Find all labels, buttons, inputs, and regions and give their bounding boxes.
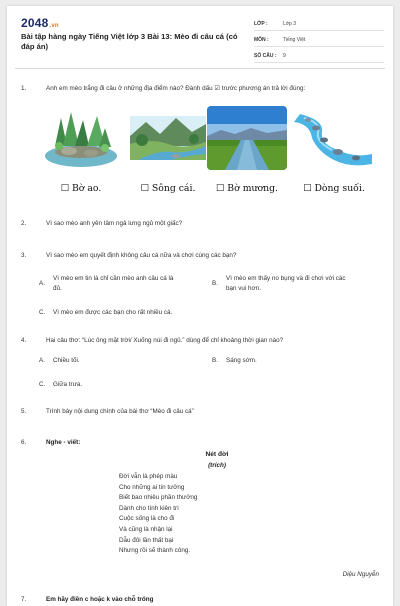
meta-key: MÔN : bbox=[254, 36, 269, 43]
option-text: đủ. bbox=[53, 285, 62, 292]
poem-line: Cho những ai tin tưởng bbox=[119, 483, 185, 491]
option-checkbox-label[interactable]: ☐ Sông cái. bbox=[140, 183, 196, 194]
poem-line: Dẫu đôi lần thất bại bbox=[119, 536, 174, 544]
question-number: 5. bbox=[21, 408, 27, 415]
poem-line: Biết bao nhiêu phần thưởng bbox=[119, 494, 198, 502]
question-number: 1. bbox=[21, 85, 27, 92]
answer-option-b[interactable] bbox=[212, 356, 332, 368]
question-text: Anh em mèo trắng đi câu ở những địa điểm nào? Đánh dấu ☑ trước phương án trả lời đúng: bbox=[46, 85, 306, 92]
option-text: Giữa trưa. bbox=[53, 381, 83, 388]
answer-option-a[interactable] bbox=[39, 356, 159, 368]
option-text: Sáng sớm. bbox=[226, 357, 257, 364]
poem-subtitle: (trích) bbox=[208, 462, 226, 469]
meta-value: Tiếng Việt bbox=[283, 36, 306, 43]
stream-rocks-illustration bbox=[294, 106, 374, 170]
meta-key: SỐ CÂU : bbox=[254, 52, 277, 59]
option-letter: B. bbox=[212, 357, 218, 364]
brand-logo[interactable] bbox=[21, 16, 59, 30]
answer-option-c[interactable] bbox=[39, 308, 239, 320]
question-text: Trình bày nội dung chính của bài thơ “Mèo đi câu cá” bbox=[46, 408, 194, 415]
option-text: Chiều tối. bbox=[53, 357, 80, 364]
question-text: Vì sao mèo anh yên tâm ngả lưng ngủ một giấc? bbox=[46, 220, 183, 227]
option-text: Vì mèo em được các bạn cho rất nhiều cá. bbox=[53, 309, 173, 316]
question-number: 7. bbox=[21, 596, 27, 603]
option-checkbox-label[interactable]: ☐ Bờ mương. bbox=[216, 183, 278, 194]
poem-body bbox=[119, 472, 329, 557]
option-text: Vì mèo em tin là chỉ cần mèo anh câu cá là bbox=[53, 275, 174, 282]
option-letter: A. bbox=[39, 357, 45, 364]
option-letter: C. bbox=[39, 381, 46, 388]
option-text: Vì mèo em thấy no bụng và đi chơi với các bbox=[226, 275, 346, 282]
meta-value: 9 bbox=[283, 52, 286, 59]
question-number: 4. bbox=[21, 337, 27, 344]
brand-name: 2048 bbox=[21, 16, 49, 30]
question-text: Hai câu thơ: “Lúc ông mặt trời/ Xuống núi đi ngủ.” dùng để chỉ khoảng thời gian nào? bbox=[46, 337, 284, 344]
brand-suffix: .vn bbox=[49, 23, 59, 29]
option-letter: C. bbox=[39, 309, 46, 316]
option-letter: A. bbox=[39, 280, 45, 287]
meta-row-subject bbox=[254, 33, 384, 47]
poem-title: Nét đời bbox=[205, 451, 229, 458]
poem-line: Nhưng rồi sẽ thành công. bbox=[119, 547, 191, 555]
pond-island-illustration bbox=[41, 106, 121, 170]
document-title: Bài tập hàng ngày Tiếng Việt lớp 3 Bài 13: Mèo đi câu cá (có đáp án) bbox=[21, 32, 238, 51]
river-landscape-illustration bbox=[128, 106, 208, 170]
meta-row-question-count bbox=[254, 49, 384, 63]
poem-author: Diệu Nguyễn bbox=[342, 571, 379, 578]
worksheet-page bbox=[7, 6, 393, 606]
option-letter: B. bbox=[212, 280, 218, 287]
poem-line: Dành cho tính kiên trì bbox=[119, 504, 179, 512]
answer-option-c[interactable] bbox=[39, 380, 159, 392]
field-canal-photo bbox=[207, 106, 287, 170]
option-text: bạn vui hơn. bbox=[226, 285, 261, 292]
meta-value: Lớp 3 bbox=[283, 20, 297, 27]
poem-line: Cuộc sống là cho đi bbox=[119, 515, 175, 523]
poem-line: Đời vẫn là phép màu bbox=[119, 473, 178, 480]
answer-option-b[interactable] bbox=[212, 274, 387, 296]
meta-key: LỚP : bbox=[254, 20, 268, 27]
question-number: 6. bbox=[21, 439, 27, 446]
header-divider bbox=[15, 68, 385, 69]
answer-option-a[interactable] bbox=[39, 274, 209, 296]
meta-info-box bbox=[254, 17, 384, 65]
option-checkbox-label[interactable]: ☐ Bờ ao. bbox=[60, 183, 102, 194]
option-checkbox-label[interactable]: ☐ Dòng suối. bbox=[303, 183, 365, 194]
meta-row-class bbox=[254, 17, 384, 31]
question-number: 3. bbox=[21, 252, 27, 259]
question-text: Nghe - viết: bbox=[46, 439, 81, 446]
question-text: Em hãy điền c hoặc k vào chỗ trống bbox=[46, 596, 154, 603]
question-number: 2. bbox=[21, 220, 27, 227]
poem-line: Và cũng là nhận lại bbox=[119, 525, 173, 533]
question-text: Vì sao mèo em quyết định không câu cá nữa và chơi cùng các bạn? bbox=[46, 252, 237, 259]
